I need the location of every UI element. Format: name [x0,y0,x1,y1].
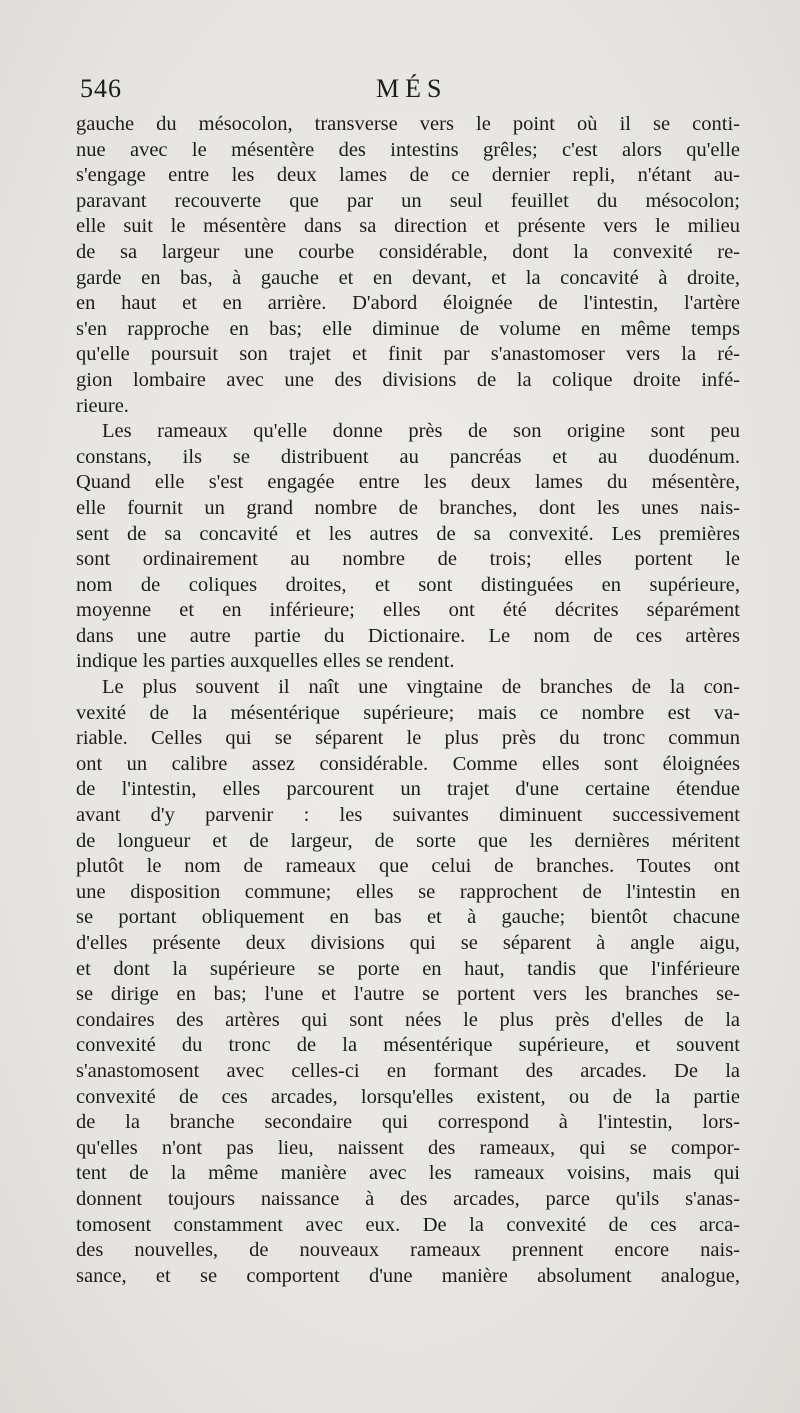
text-line: donnent toujours naissance à des arcades, parce qu'ils s'anas- [76,1187,740,1210]
text-line: elle suit le mésentère dans sa direction et présente vers le milieu [76,215,740,238]
text-line: moyenne et en inférieure; elles ont été décrites séparément [76,599,740,622]
text-line: dans une autre partie du Dictionaire. Le nom de ces artères [76,624,740,647]
text-line: de la branche secondaire qui correspond à l'intestin, lors- [76,1111,740,1134]
text-line: de longueur et de largeur, de sorte que les dernières méritent [76,829,740,852]
text-line: et dont la supérieure se porte en haut, tandis que l'inférieure [76,957,740,980]
running-head: MÉS [376,74,448,103]
text-line: nue avec le mésentère des intestins grêles; c'est alors qu'elle [76,138,740,161]
text-line: se dirige en bas; l'une et l'autre se portent vers les branches se- [76,983,740,1006]
text-line: des nouvelles, de nouveaux rameaux prennent encore nais- [76,1239,740,1262]
text-line: d'elles présente deux divisions qui se séparent à angle aigu, [76,932,740,954]
text-line: constans, ils se distribuent au pancréas et au duodénum. [76,445,740,468]
text-line: convexité du tronc de la mésentérique supérieure, et souvent [76,1034,740,1057]
text-line: s'en rapproche en bas; elle diminue de volume en même temps [76,317,740,340]
text-line: de sa largeur une courbe considérable, dont la convexité re- [76,240,740,263]
text-line: tent de la même manière avec les rameaux voisins, mais qui [76,1162,740,1185]
text-line: sent de sa concavité et les autres de sa convexité. Les premières [76,522,740,545]
text-line: qu'elle poursuit son trajet et finit par s'anastomoser vers la ré- [76,343,740,366]
text-line: tomosent constamment avec eux. De la convexité de ces arca- [76,1213,740,1236]
text-line: sance, et se comportent d'une manière absolument analogue, [76,1264,740,1287]
text-line: Les rameaux qu'elle donne près de son origine sont peu [102,420,740,443]
text-line: gion lombaire avec une des divisions de la colique droite infé- [76,368,740,391]
text-line: paravant recouverte que par un seul feuillet du mésocolon; [76,189,740,212]
text-line: se portant obliquement en bas et à gauche; bientôt chacune [76,906,740,929]
text-line: riable. Celles qui se séparent le plus près du tronc commun [76,727,740,750]
text-line: avant d'y parvenir : les suivantes diminuent successivement [76,804,740,827]
page-header [76,74,746,112]
text-line: une disposition commune; elles se rapprochent de l'intestin en [76,880,740,903]
text-line: Le plus souvent il naît une vingtaine de branches de la con- [102,676,740,699]
body-text [76,112,740,1289]
paragraph-2 [76,419,740,675]
text-line: indique les parties auxquelles elles se rendent. [76,650,455,673]
page-number: 546 [80,74,122,103]
text-line: condaires des artères qui sont nées le plus près d'elles de la [76,1008,740,1031]
text-line: garde en bas, à gauche et en devant, et la concavité à droite, [76,266,740,289]
paragraph-1 [76,112,740,419]
text-line: qu'elles n'ont pas lieu, naissent des rameaux, qui se compor- [76,1136,740,1159]
text-line: plutôt le nom de rameaux que celui de branches. Toutes ont [76,855,740,878]
text-line: convexité de ces arcades, lorsqu'elles existent, ou de la partie [76,1085,740,1108]
text-line: sont ordinairement au nombre de trois; elles portent le [76,548,740,571]
text-line: rieure. [76,394,129,417]
text-line: s'engage entre les deux lames de ce dernier repli, n'étant au- [76,164,740,187]
text-line: de l'intestin, elles parcourent un trajet d'une certaine étendue [76,778,740,801]
text-line: vexité de la mésentérique supérieure; mais ce nombre est va- [76,701,740,724]
text-line: nom de coliques droites, et sont distinguées en supérieure, [76,573,740,596]
text-line: gauche du mésocolon, transverse vers le point où il se conti- [76,113,740,135]
text-line: Quand elle s'est engagée entre les deux lames du mésentère, [76,471,740,494]
paragraph-3 [76,675,740,1289]
text-line: ont un calibre assez considérable. Comme elles sont éloignées [76,752,740,775]
text-line: elle fournit un grand nombre de branches, dont les unes nais- [76,496,740,519]
text-line: s'anastomosent avec celles-ci en formant des arcades. De la [76,1059,740,1082]
text-line: en haut et en arrière. D'abord éloignée de l'intestin, l'artère [76,292,740,315]
